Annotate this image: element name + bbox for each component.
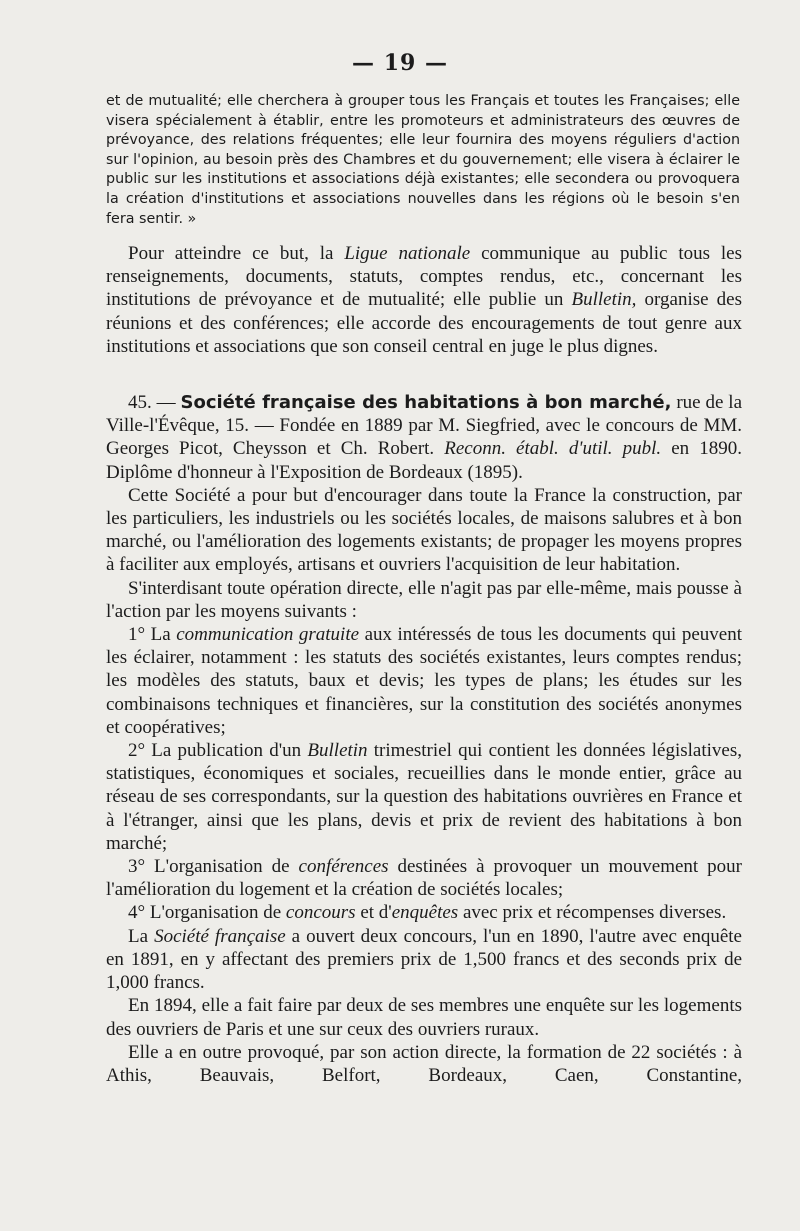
last-paragraph: Elle a en outre provoqué, par son action directe, la formation de 22 sociétés : à Athis, Beauvais, Belfort, Bordeaux, Caen, Constantine, — [106, 1041, 742, 1086]
section-spacer — [106, 358, 742, 391]
entry-paragraph — [106, 391, 742, 484]
means-item-4-mid: et d' — [355, 902, 392, 924]
contests-paragraph — [106, 925, 742, 995]
quote-paragraph: et de mutualité; elle cherchera à grouper tous les Français et toutes les Françaises; elle visera spécialement à établir, entre les promoteurs et administrateurs des œuvres de prévoyance, des relations fréquentes; elle leur fournira des moyens réguliers d'action sur l'opinion, au besoin près des Chambres et du gouvernement; elle visera à éclairer le public sur les institutions et associations déjà existantes; elle secondera ou provoquera la création d'institutions et associations nouvelles dans les régions où le besoin s'en fera sentir. » — [106, 93, 740, 227]
ligue-paragraph — [106, 242, 742, 358]
means-item-3-num: 3° L'organisation de — [128, 856, 299, 878]
means-item-4-text: avec prix et récompenses diverses. — [458, 902, 727, 924]
means-item-2 — [106, 739, 742, 855]
main-text — [106, 242, 742, 1087]
entry-intro-end: en 1890. Diplôme d'honneur à l'Exposition de Bordeaux (1895). — [106, 438, 742, 483]
means-intro: S'interdisant toute opération directe, elle n'agit pas par elle-même, mais pousse à l'action par les moyens suivants : — [106, 577, 742, 622]
entry-intro: rue de la Ville-l'Évêque, 15. — Fondée en 1889 par M. Siegfried, avec le concours de MM. Georges Picot, Cheysson et Ch. Robert. — [106, 392, 743, 460]
means-item-4 — [106, 901, 742, 924]
purpose-paragraph: Cette Société a pour but d'encourager dans toute la France la construction, par les particuliers, les industriels ou les sociétés locales, de maisons salubres et à bon marché, ou l'amélioration des logements existants; de propager les moyens propres à faciliter aux employés, artisans et ouvriers l'acquisition de leur habitation. — [106, 484, 742, 576]
entry-heading: Société française des habitations à bon marché, — [180, 392, 672, 414]
ligue-pre: Pour atteindre ce but, la — [128, 243, 345, 264]
means-item-1-num: 1° La — [128, 624, 177, 646]
means-item-1-text: aux intéressés de tous les documents qui peuvent les éclairer, notamment : les statuts des sociétés existantes, leurs comptes rendus; les modèles des statuts, baux et devis; les types de plans; les études sur les combinaisons techniques et financières, sur la constitution des sociétés anonymes et coopératives; — [106, 624, 743, 738]
means-item-2-num: 2° La publication d'un — [128, 740, 308, 762]
ligue-post2: organise des réunions et des conférences; elle accorde des encouragements de tout genre aux institutions et associations que son conseil central en juge le plus dignes. — [106, 289, 742, 357]
means-item-4-italic: concours — [285, 902, 356, 924]
means-item-3-text: destinées à provoquer un mouvement pour l'amélioration du logement et la création de sociétés locales; — [106, 856, 742, 901]
means-item-2-text: trimestriel qui contient les données législatives, statistiques, économiques et sociales, recueillies dans le monde entier, grâce au réseau de ses correspondants, sur la question des habitations ouvrières en France et à l'étranger, ainsi que les plans, devis et prix de revient des habitations à bon marché; — [106, 740, 743, 854]
means-item-3 — [106, 855, 742, 901]
entry-recognition: Reconn. établ. d'util. publ. — [444, 438, 662, 460]
ligue-post: communique au public tous les renseignements, documents, statuts, comptes rendus, etc., concernant les institutions de prévoyance et de mutualité; elle publie un — [106, 243, 742, 311]
entry-number: 45. — — [128, 392, 181, 414]
means-item-4-num: 4° L'organisation de — [128, 902, 286, 924]
contests-italic: Société française — [154, 925, 286, 947]
means-item-1-italic: communication gratuite — [176, 624, 360, 646]
contests-post: a ouvert deux concours, l'un en 1890, l'autre avec enquête en 1891, en y affectant des premiers prix de 1,500 francs et des seconds prix de 1,000 francs. — [106, 925, 742, 994]
ligue-bulletin: Bulletin, — [571, 289, 637, 311]
means-item-1 — [106, 623, 742, 739]
contests-pre: La — [128, 925, 155, 947]
means-item-4-italic2: enquêtes — [391, 902, 459, 924]
ligue-italic: Ligue nationale — [344, 243, 471, 264]
means-item-2-italic: Bulletin — [307, 740, 368, 762]
means-item-3-italic: conférences — [298, 856, 389, 878]
page-number: — 19 — — [352, 50, 448, 76]
survey-paragraph: En 1894, elle a fait faire par deux de ses membres une enquête sur les logements des ouvriers de Paris et une sur ceux des ouvriers ruraux. — [106, 995, 742, 1040]
